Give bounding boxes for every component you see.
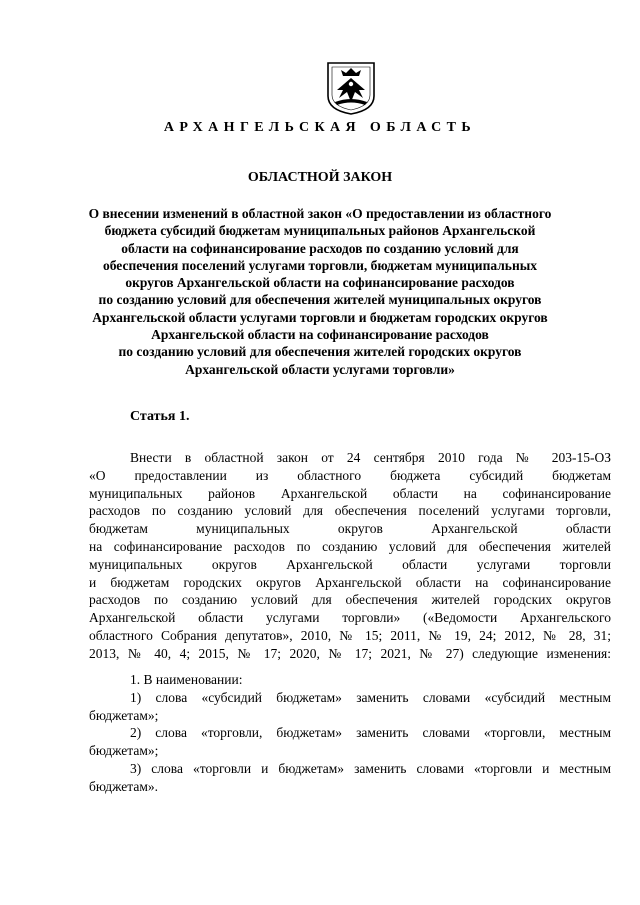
coat-of-arms-icon <box>325 60 377 116</box>
title-line: округов Архангельской области на софинансирование расходов <box>125 275 515 291</box>
paragraph-line: Внести в областной закон от 24 сентября 2010 года № 203-15-ОЗ <box>130 450 611 465</box>
item-line: 2) слова «торговли, бюджетам» заменить словами «торговли, местным <box>130 725 611 741</box>
title-line: по созданию условий для обеспечения жителей муниципальных округов <box>98 292 542 308</box>
item-line: 1. В наименовании: <box>130 672 243 687</box>
region-name: АРХАНГЕЛЬСКАЯ ОБЛАСТЬ <box>163 120 477 135</box>
title-line: Архангельской области услугами торговли» <box>185 361 455 377</box>
title-line: по созданию условий для обеспечения жителей городских округов <box>118 344 522 360</box>
article-item-1 <box>89 671 611 796</box>
paragraph-line: областного Собрания депутатов», 2010, № 15; 2011, № 19, 24; 2012, № 28, 31; <box>89 627 611 643</box>
paragraph-line: муниципальных округов Архангельской области услугами торговли <box>89 556 611 572</box>
paragraph-line: и бюджетам городских округов Архангельской области на софинансирование <box>89 574 611 590</box>
item-line: 1) слова «субсидий бюджетам» заменить словами «субсидий местным <box>130 689 611 705</box>
title-line: бюджета субсидий бюджетам муниципальных районов Архангельской <box>104 223 536 239</box>
title-line: обеспечения поселений услугами торговли, бюджетам муниципальных <box>102 257 538 273</box>
title-line: области на софинансирование расходов по созданию условий для <box>121 240 519 256</box>
law-title <box>80 205 560 378</box>
article-paragraph <box>89 449 611 663</box>
paragraph-line: расходов по созданию условий для обеспечения жителей городских округов <box>89 592 611 608</box>
item-line: бюджетам». <box>89 778 159 794</box>
title-line: Архангельской области услугами торговли и бюджетам городских округов <box>92 309 548 325</box>
paragraph-line: бюджетам муниципальных округов Архангельской области <box>89 521 611 537</box>
item-line: бюджетам»; <box>89 707 159 723</box>
paragraph-line: муниципальных районов Архангельской области на софинансирование <box>89 485 611 501</box>
article-heading: Статья 1. <box>130 409 190 424</box>
law-type-heading: ОБЛАСТНОЙ ЗАКОН <box>247 170 393 185</box>
paragraph-line: 2013, № 40, 4; 2015, № 17; 2020, № 17; 2021, № 27) следующие изменения: <box>89 645 611 661</box>
title-line: Архангельской области на софинансирование расходов <box>151 327 489 343</box>
item-line: 3) слова «торговли и бюджетам» заменить словами «торговли и местным <box>130 760 611 776</box>
title-line: О внесении изменений в областной закон «О предоставлении из областного <box>88 206 552 221</box>
paragraph-line: «О предоставлении из областного бюджета субсидий бюджетам <box>89 467 611 483</box>
paragraph-line: Архангельской области услугами торговли» («Ведомости Архангельского <box>89 610 611 626</box>
paragraph-line: расходов по созданию условий для обеспечения поселений услугами торговли, <box>89 503 611 519</box>
paragraph-line: на софинансирование расходов по созданию условий для обеспечения жителей <box>89 538 611 554</box>
item-line: бюджетам»; <box>89 743 159 759</box>
